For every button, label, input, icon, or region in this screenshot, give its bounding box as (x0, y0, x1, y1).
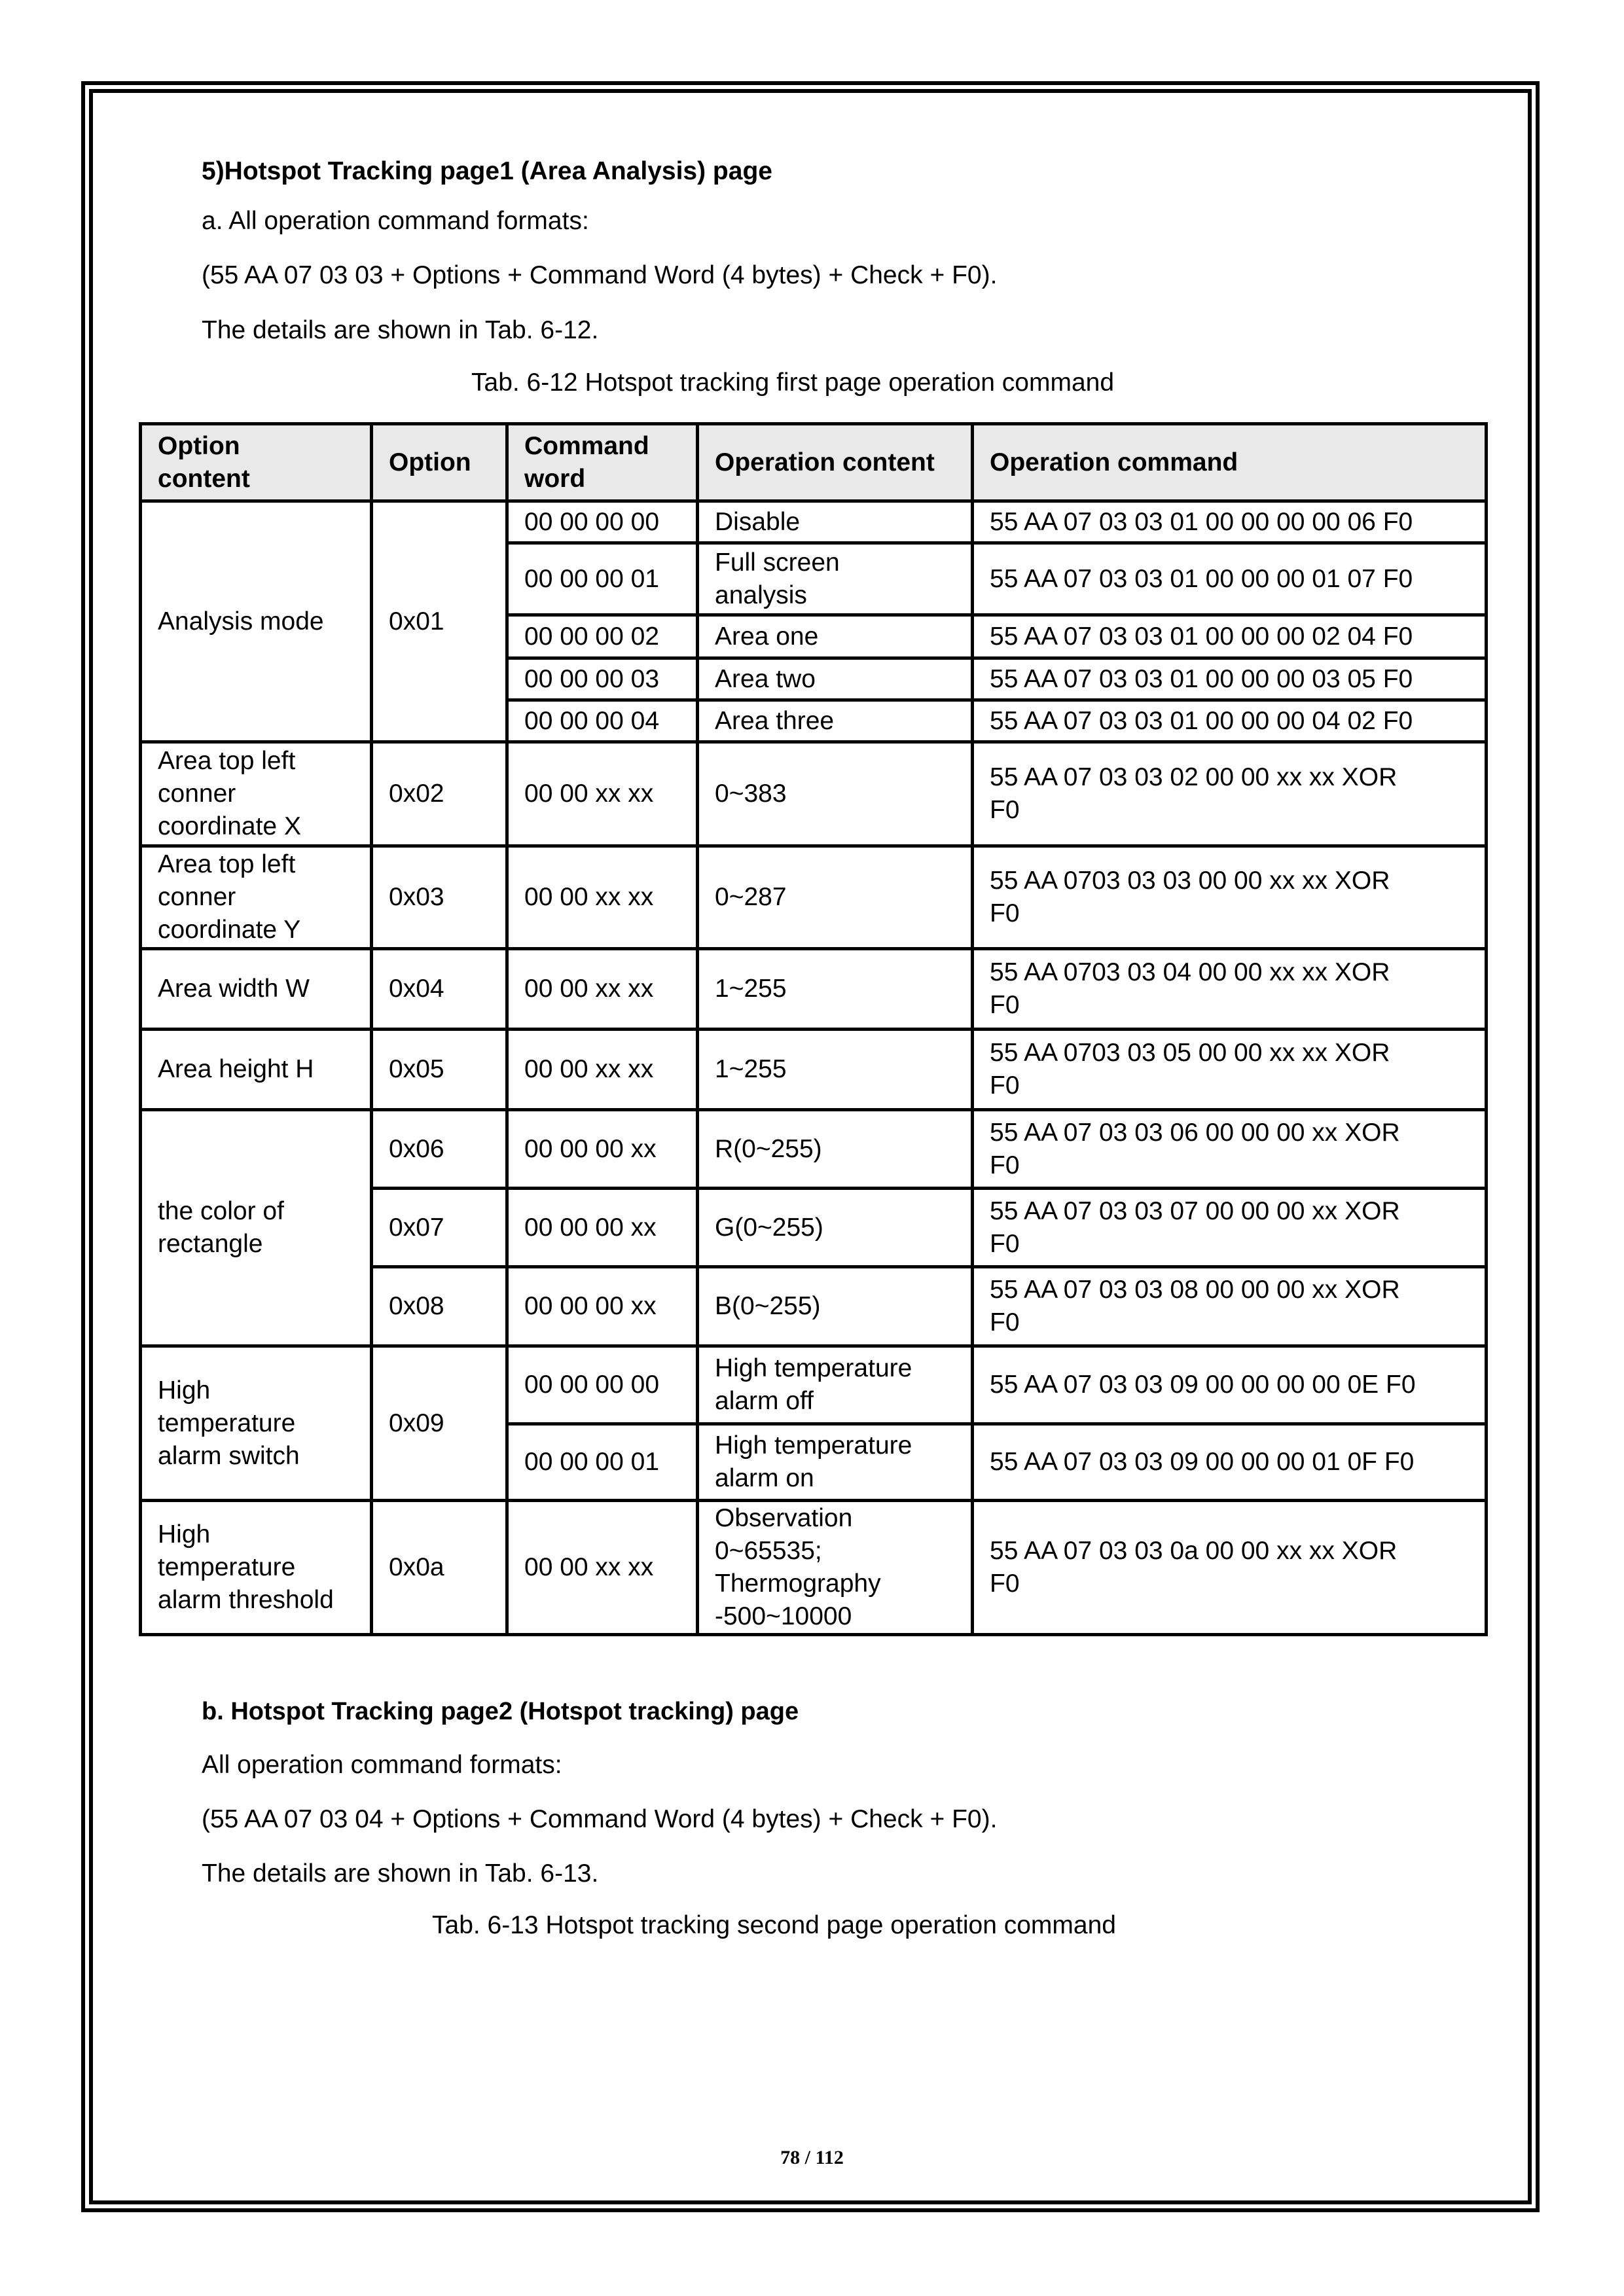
cell-command-word: 00 00 00 01 (507, 543, 698, 615)
cell-command-word: 00 00 00 xx (507, 1189, 698, 1267)
cell-option-content: High temperature alarm threshold (141, 1501, 372, 1635)
table-caption: Tab. 6-12 Hotspot tracking first page operation command (471, 368, 1115, 397)
cell-operation-content: Area two (698, 658, 973, 700)
cell-command-word: 00 00 xx xx (507, 949, 698, 1030)
cell-command-word: 00 00 xx xx (507, 846, 698, 949)
cell-operation-command: 55 AA 07 03 03 0a 00 00 xx xx XOR F0 (973, 1501, 1487, 1635)
cell-operation-command: 55 AA 07 03 03 07 00 00 00 xx XOR F0 (973, 1189, 1487, 1267)
section-b-heading: b. Hotspot Tracking page2 (Hotspot tracking) page (202, 1698, 799, 1725)
cell-command-word: 00 00 xx xx (507, 1030, 698, 1110)
command-table (139, 422, 1488, 1636)
cell-operation-content: G(0~255) (698, 1189, 973, 1267)
cell-command-word: 00 00 xx xx (507, 1501, 698, 1635)
header-option-content: Option content (141, 424, 372, 501)
cell-command-word: 00 00 00 03 (507, 658, 698, 700)
table-row (141, 501, 1487, 543)
cell-option-content: High temperature alarm switch (141, 1346, 372, 1501)
cell-option: 0x08 (372, 1267, 507, 1346)
table-row (141, 1346, 1487, 1424)
cell-operation-content: Full screen analysis (698, 543, 973, 615)
header-option: Option (372, 424, 507, 501)
table-row (141, 1110, 1487, 1189)
table-row (141, 949, 1487, 1030)
header-operation-content: Operation content (698, 424, 973, 501)
cell-operation-content: 0~383 (698, 742, 973, 846)
command-format: (55 AA 07 03 03 + Options + Command Word (4 bytes) + Check + F0). (202, 261, 998, 289)
table-row (141, 1030, 1487, 1110)
cell-operation-command: 55 AA 07 03 03 09 00 00 00 01 0F F0 (973, 1424, 1487, 1501)
table-caption-b: Tab. 6-13 Hotspot tracking second page operation command (432, 1911, 1116, 1939)
table-row (141, 1501, 1487, 1635)
table-row (141, 742, 1487, 846)
table-row (141, 846, 1487, 949)
cell-command-word: 00 00 00 04 (507, 700, 698, 742)
cell-operation-command: 55 AA 0703 03 03 00 00 xx xx XOR F0 (973, 846, 1487, 949)
cell-operation-content: 1~255 (698, 1030, 973, 1110)
cell-option: 0x04 (372, 949, 507, 1030)
cell-option-content: Analysis mode (141, 501, 372, 742)
cell-operation-command: 55 AA 07 03 03 08 00 00 00 xx XOR F0 (973, 1267, 1487, 1346)
cell-command-word: 00 00 00 xx (507, 1110, 698, 1189)
section-heading: 5)Hotspot Tracking page1 (Area Analysis) page (202, 157, 772, 185)
cell-option-content: Area height H (141, 1030, 372, 1110)
cell-operation-command: 55 AA 07 03 03 01 00 00 00 03 05 F0 (973, 658, 1487, 700)
cell-operation-content: High temperature alarm on (698, 1424, 973, 1501)
cell-option: 0x02 (372, 742, 507, 846)
cell-operation-command: 55 AA 0703 03 05 00 00 xx xx XOR F0 (973, 1030, 1487, 1110)
cell-command-word: 00 00 00 00 (507, 501, 698, 543)
cell-command-word: 00 00 00 01 (507, 1424, 698, 1501)
cell-option-content: Area width W (141, 949, 372, 1030)
cell-option-content: Area top left conner coordinate Y (141, 846, 372, 949)
cell-operation-content: Area one (698, 615, 973, 658)
cell-operation-content: 1~255 (698, 949, 973, 1030)
cell-option: 0x01 (372, 501, 507, 742)
cell-operation-command: 55 AA 07 03 03 01 00 00 00 00 06 F0 (973, 501, 1487, 543)
header-operation-command: Operation command (973, 424, 1487, 501)
cell-operation-content: Observation 0~65535; Thermography -500~10000 (698, 1501, 973, 1635)
cell-option: 0x0a (372, 1501, 507, 1635)
cell-operation-content: B(0~255) (698, 1267, 973, 1346)
details-reference: The details are shown in Tab. 6-12. (202, 316, 599, 344)
cell-operation-content: 0~287 (698, 846, 973, 949)
section-b-details: The details are shown in Tab. 6-13. (202, 1859, 599, 1888)
cell-option: 0x05 (372, 1030, 507, 1110)
cell-command-word: 00 00 xx xx (507, 742, 698, 846)
cell-operation-content: R(0~255) (698, 1110, 973, 1189)
cell-operation-command: 55 AA 07 03 03 06 00 00 00 xx XOR F0 (973, 1110, 1487, 1189)
cell-operation-command: 55 AA 07 03 03 01 00 00 00 04 02 F0 (973, 700, 1487, 742)
cell-option: 0x09 (372, 1346, 507, 1501)
table-header-row (141, 424, 1487, 501)
cell-operation-content: High temperature alarm off (698, 1346, 973, 1424)
cell-option: 0x07 (372, 1189, 507, 1267)
page-number: 78 / 112 (780, 2147, 844, 2168)
cell-option: 0x03 (372, 846, 507, 949)
cell-command-word: 00 00 00 02 (507, 615, 698, 658)
cell-operation-content: Disable (698, 501, 973, 543)
cell-operation-command: 55 AA 07 03 03 01 00 00 00 02 04 F0 (973, 615, 1487, 658)
cell-operation-command: 55 AA 0703 03 04 00 00 xx xx XOR F0 (973, 949, 1487, 1030)
format-intro: a. All operation command formats: (202, 207, 589, 235)
cell-command-word: 00 00 00 xx (507, 1267, 698, 1346)
cell-operation-command: 55 AA 07 03 03 09 00 00 00 00 0E F0 (973, 1346, 1487, 1424)
cell-operation-command: 55 AA 07 03 03 02 00 00 xx xx XOR F0 (973, 742, 1487, 846)
cell-option-content: the color of rectangle (141, 1110, 372, 1346)
section-b-intro: All operation command formats: (202, 1751, 562, 1779)
header-command-word: Command word (507, 424, 698, 501)
section-b-format: (55 AA 07 03 04 + Options + Command Word (4 bytes) + Check + F0). (202, 1805, 998, 1833)
cell-operation-command: 55 AA 07 03 03 01 00 00 00 01 07 F0 (973, 543, 1487, 615)
cell-command-word: 00 00 00 00 (507, 1346, 698, 1424)
cell-option-content: Area top left conner coordinate X (141, 742, 372, 846)
cell-option: 0x06 (372, 1110, 507, 1189)
cell-operation-content: Area three (698, 700, 973, 742)
